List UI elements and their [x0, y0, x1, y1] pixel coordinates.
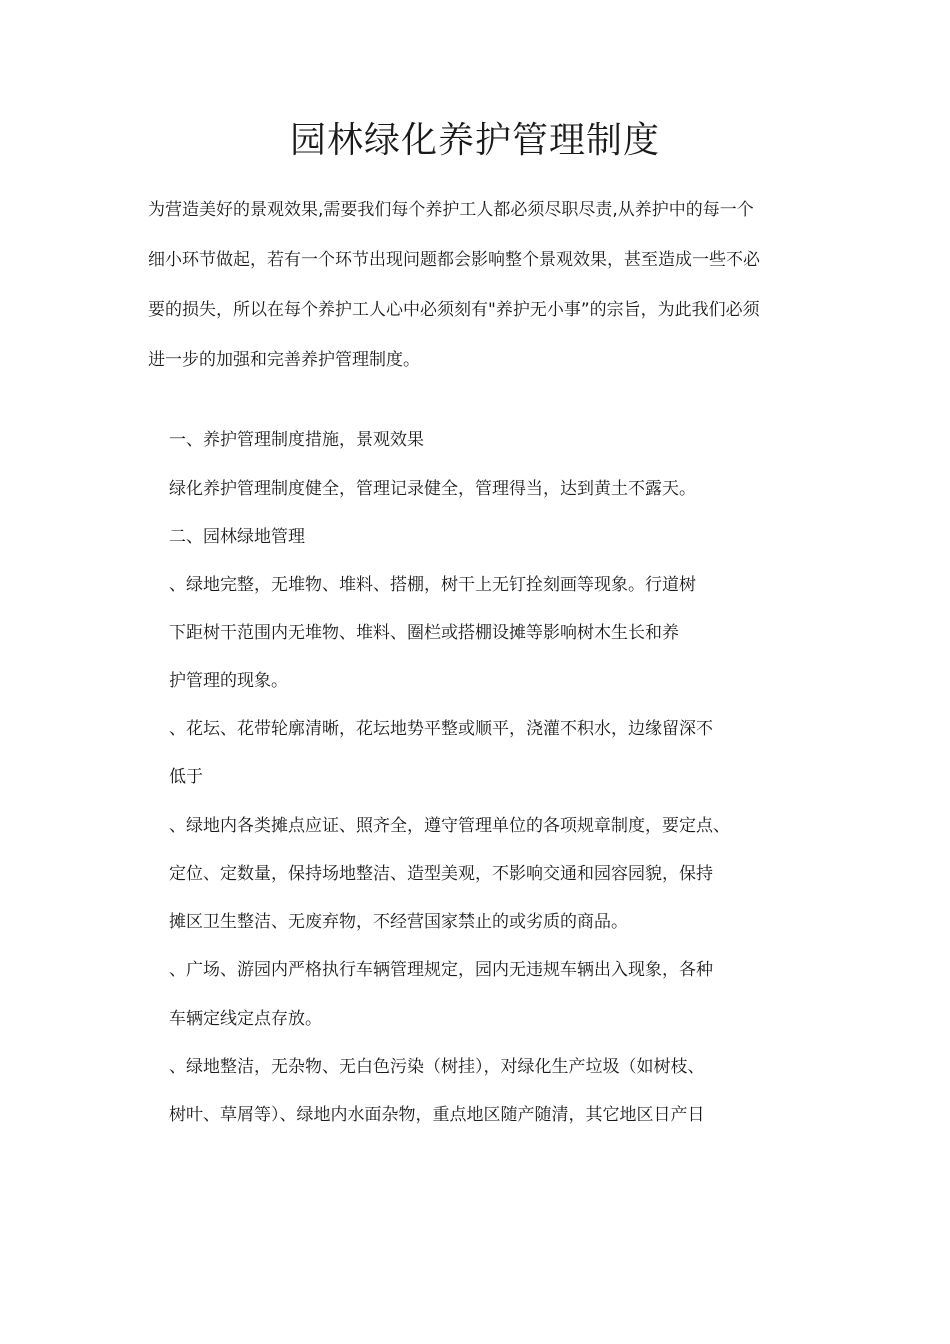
item-5-line-1: 、绿地整洁，无杂物、无白色污染（树挂），对绿化生产垃圾（如树枝、 [169, 1057, 705, 1077]
item-5-line-2: 树叶、草屑等）、绿地内水面杂物，重点地区随产随清，其它地区日产日 [169, 1105, 705, 1125]
item-2-line-2: 低于 [169, 767, 203, 787]
intro-line-4: 进一步的加强和完善养护管理制度。 [148, 350, 420, 370]
item-1-line-2: 下距树干范围内无堆物、堆料、圈栏或搭棚设摊等影响树木生长和养 [169, 623, 679, 643]
intro-line-3: 要的损失，所以在每个养护工人心中必须刻有"养护无小事”的宗旨，为此我们必须 [148, 300, 760, 320]
intro-line-2: 细小环节做起，若有一个环节出现问题都会影响整个景观效果，甚至造成一些不必 [148, 250, 760, 270]
item-2-line-1: 、花坛、花带轮廓清晰，花坛地势平整或顺平，浇灌不积水，边缘留深不 [169, 719, 713, 739]
document-title: 园林绿化养护管理制度 [289, 120, 660, 161]
section-1-heading: 一、养护管理制度措施，景观效果 [169, 430, 424, 450]
item-4-line-2: 车辆定线定点存放。 [169, 1009, 322, 1029]
item-3-line-3: 摊区卫生整洁、无废弃物，不经营国家禁止的或劣质的商品。 [169, 912, 628, 932]
item-3-line-1: 、绿地内各类摊点应证、照齐全，遵守管理单位的各项规章制度，要定点、 [169, 816, 730, 836]
item-1-line-3: 护管理的现象。 [169, 671, 288, 691]
intro-line-1: 为营造美好的景观效果,需要我们每个养护工人都必须尽职尽责,从养护中的每一个 [148, 200, 754, 220]
section-2-heading: 二、园林绿地管理 [169, 527, 305, 547]
section-1-text: 绿化养护管理制度健全，管理记录健全，管理得当，达到黄土不露天。 [169, 479, 696, 499]
item-1-line-1: 、绿地完整，无堆物、堆料、搭棚，树干上无钉拴刻画等现象。行道树 [169, 575, 696, 595]
item-4-line-1: 、广场、游园内严格执行车辆管理规定，园内无违规车辆出入现象，各种 [169, 960, 713, 980]
item-3-line-2: 定位、定数量，保持场地整洁、造型美观，不影响交通和园容园貌，保持 [169, 864, 713, 884]
